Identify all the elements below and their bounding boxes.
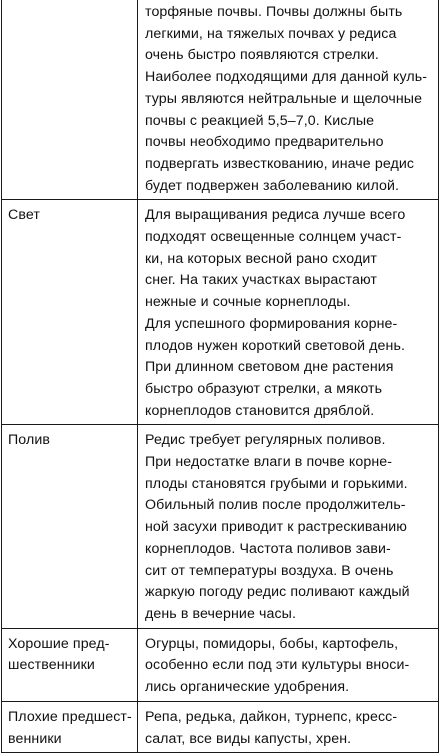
paragraph <box>145 634 435 699</box>
text-line: туры являются нейтральные и щелочные <box>145 90 423 107</box>
text-line: легкими, на тяжелых почвах у редиса <box>145 25 397 42</box>
table-row-good-predecessors <box>2 628 439 701</box>
text-line: подходят освещенные солнцем участ- <box>145 229 402 246</box>
paragraph <box>145 495 435 625</box>
text-line: нежные и сочные корнеплоды. <box>145 294 351 311</box>
text-line: салат, все виды капусты, хрен. <box>145 730 352 747</box>
text-line: При длинном световом дне растения <box>145 359 394 376</box>
text-line: Для успешного формирования корне- <box>145 315 398 332</box>
row-text-cell <box>138 0 439 200</box>
row-label: шественники <box>8 657 95 674</box>
paragraph <box>145 314 435 423</box>
table-row-bad-predecessors <box>2 701 439 752</box>
text-line: лись органические удобрения. <box>145 679 350 696</box>
text-line: почвы необходимо предварительно <box>145 134 384 151</box>
text-line: снег. На таких участках вырастают <box>145 272 377 289</box>
row-label-cell <box>2 701 138 752</box>
row-label-cell <box>2 0 138 200</box>
text-line: торфяные почвы. Почвы должны быть <box>145 4 403 20</box>
text-line: ки, на которых весной рано сходит <box>145 250 377 267</box>
text-line: корнеплодов. Частота поливов зави- <box>145 540 391 557</box>
paragraph <box>145 430 435 452</box>
row-label-cell <box>2 425 138 628</box>
text-line: быстро образуют стрелки, а мякоть <box>145 380 383 397</box>
row-label: венники <box>8 730 62 747</box>
row-label-cell <box>2 628 138 701</box>
text-line: день в вечерние часы. <box>145 605 296 622</box>
text-line: Редис требует регулярных поливов. <box>145 432 386 449</box>
text-line: корнеплодов становится дряблой. <box>145 402 375 419</box>
text-line: Обильный полив после продолжитель- <box>145 497 406 514</box>
text-line: ной засухи приводит к растрескиванию <box>145 519 408 536</box>
paragraph <box>145 707 435 750</box>
text-line: жаркую погоду редис поливают каждый <box>145 584 410 601</box>
row-text-cell <box>138 200 439 425</box>
row-label: Свет <box>8 207 40 224</box>
paragraph <box>145 205 435 314</box>
text-line: подвергать известкованию, иначе редис <box>145 155 415 172</box>
growing-conditions-table <box>1 0 439 753</box>
table-row-watering <box>2 425 439 628</box>
text-line: сит от температуры воздуха. В очень <box>145 562 394 579</box>
text-line: почвы с реакцией 5,5–7,0. Кислые <box>145 112 375 129</box>
text-line: плодов нужен короткий световой день. <box>145 337 406 354</box>
paragraph <box>145 67 435 197</box>
text-line: будет подвержен заболеванию килой. <box>145 177 400 194</box>
paragraph <box>145 452 435 495</box>
row-label-cell <box>2 200 138 425</box>
text-line: Для выращивания редиса лучше всего <box>145 207 406 224</box>
row-label: Полив <box>8 432 51 449</box>
table-row-light <box>2 200 439 425</box>
paragraph <box>145 2 435 67</box>
text-line: особенно если под эти культуры вноси- <box>145 657 410 674</box>
row-text-cell <box>138 701 439 752</box>
row-text-cell <box>138 425 439 628</box>
row-text-cell <box>138 628 439 701</box>
text-line: Наиболее подходящими для данной куль- <box>145 69 428 86</box>
text-line: очень быстро появляются стрелки. <box>145 47 379 64</box>
row-label: Плохие предшест- <box>8 708 132 725</box>
table-row-soil-continued <box>2 0 439 200</box>
row-label: Хорошие пред- <box>8 635 110 652</box>
text-line: Огурцы, помидоры, бобы, картофель, <box>145 635 399 652</box>
table-body <box>2 0 439 753</box>
text-line: плоды становятся грубыми и горькими. <box>145 475 408 492</box>
text-line: При недостатке влаги в почве корне- <box>145 454 393 471</box>
text-line: Репа, редька, дайкон, турнепс, кресс- <box>145 708 398 725</box>
